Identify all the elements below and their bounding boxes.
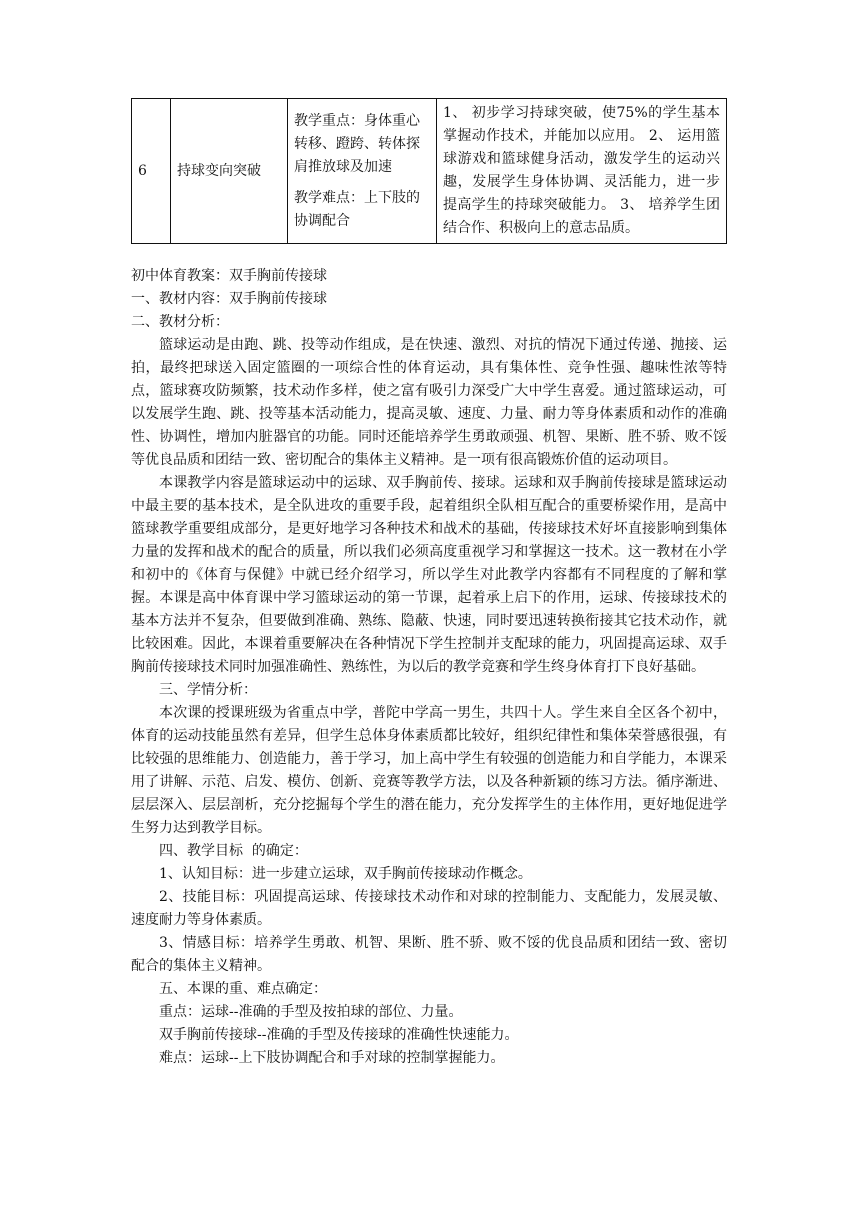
document-body <box>131 265 727 1070</box>
section-heading: 二、教材分析： <box>131 314 229 330</box>
paragraph: 篮球运动是由跑、跳、投等动作组成，是在快速、激烈、对抗的情况下通过传递、抛接、运拍，最终把球送入固定篮圈的一项综合性的体育运动，具有集体性、竞争性强、趣味性浓等特点，篮球赛攻防频繁，技术动作多样，使之富有吸引力深受广大中学生喜爱。通过篮球运动，可以发展学生跑、跳、投等基本活动能力，提高灵敏、速度、力量、耐力等身体素质和动作的准确性、协调性，增加内脏器官的功能。同时还能培养学生勇敢顽强、机智、果断、胜不骄、败不馁等优良品质和团结一致、密切配合的集体主义精神。是一项有很高锻炼价值的运动项目。 <box>131 337 727 468</box>
goal-item: 1、认知目标：进一步建立运球，双手胸前传接球动作概念。 <box>159 866 532 882</box>
lesson-key-points-cell <box>288 99 437 244</box>
goal-item: 2、技能目标：巩固提高运球、传接球技术动作和对球的控制能力、支配能力，发展灵敏、速度耐力等身体素质。 <box>131 889 727 928</box>
paragraph: 本次课的授课班级为省重点中学，普陀中学高一男生，共四十人。学生来自全区各个初中，体育的运动技能虽然有差异，但学生总体身体素质都比较好，组织纪律性和集体荣誉感很强，有比较强的思维能力、创造能力，善于学习，加上高中学生有较强的创造能力和自学能力，本课采用了讲解、示范、启发、模仿、创新、竞赛等教学方法，以及各种新颖的练习方法。循序渐进、层层深入、层层剖析，充分挖掘每个学生的潜在能力，充分发挥学生的主体作用，更好地促进学生努力达到教学目标。 <box>131 705 727 836</box>
paragraph: 本课教学内容是篮球运动中的运球、双手胸前传、接球。运球和双手胸前传接球是篮球运动中最主要的基本技术，是全队进攻的重要手段，起着组织全队相互配合的重要桥梁作用，是高中篮球教学重要组成部分，是更好地学习各种技术和战术的基础，传接球技术好坏直接影响到集体力量的发挥和战术的配合的质量，所以我们必须高度重视学习和掌握这一技术。这一教材在小学和初中的《体育与保健》中就已经介绍学习，所以学生对此教学内容都有不同程度的了解和掌握。本课是高中体育课中学习篮球运动的第一节课，起着承上启下的作用，运球、传接球技术的基本方法并不复杂，但要做到准确、熟练、隐蔽、快速，同时要迅速转换衔接其它技术动作，就比较困难。因此，本课着重要解决在各种情况下学生控制并支配球的能力，巩固提高运球、双手胸前传接球技术同时加强准确性、熟练性，为以后的教学竞赛和学生终身体育打下良好基础。 <box>131 475 727 675</box>
document-title: 初中体育教案：双手胸前传接球 <box>131 268 327 284</box>
lesson-name: 持球变向突破 <box>171 99 288 244</box>
lesson-goals: 1、 初步学习持球突破，使75%的学生基本掌握动作技术，并能加以应用。 2、 运用篮球游戏和篮球健身活动，激发学生的运动兴趣，发展学生身体协调、灵活能力，进一步提高学生的持球突破能力。 3、 培养学生团结合作、积极向上的意志品质。 <box>437 99 727 244</box>
key-point-item: 双手胸前传接球--准确的手型及传接球的准确性快速能力。 <box>159 1027 519 1043</box>
section-heading: 五、本课的重、难点确定： <box>159 981 327 997</box>
key-points: 教学重点：身体重心转移、蹬跨、转体探肩推放球及加速 <box>294 112 420 175</box>
key-point-item: 难点：运球--上下肢协调配合和手对球的控制掌握能力。 <box>159 1050 505 1066</box>
lesson-number: 6 <box>132 99 171 244</box>
section-heading: 三、学情分析： <box>159 682 257 698</box>
section-heading: 一、教材内容：双手胸前传接球 <box>131 291 327 307</box>
table-row <box>132 99 727 244</box>
goal-item: 3、情感目标：培养学生勇敢、机智、果断、胜不骄、败不馁的优良品质和团结一致、密切配合的集体主义精神。 <box>131 935 727 974</box>
section-heading: 四、教学目标 的确定： <box>159 843 308 859</box>
key-point-item: 重点：运球--准确的手型及按拍球的部位、力量。 <box>159 1004 463 1020</box>
lesson-table <box>131 98 727 244</box>
difficulties: 教学难点：上下肢的协调配合 <box>294 189 420 229</box>
